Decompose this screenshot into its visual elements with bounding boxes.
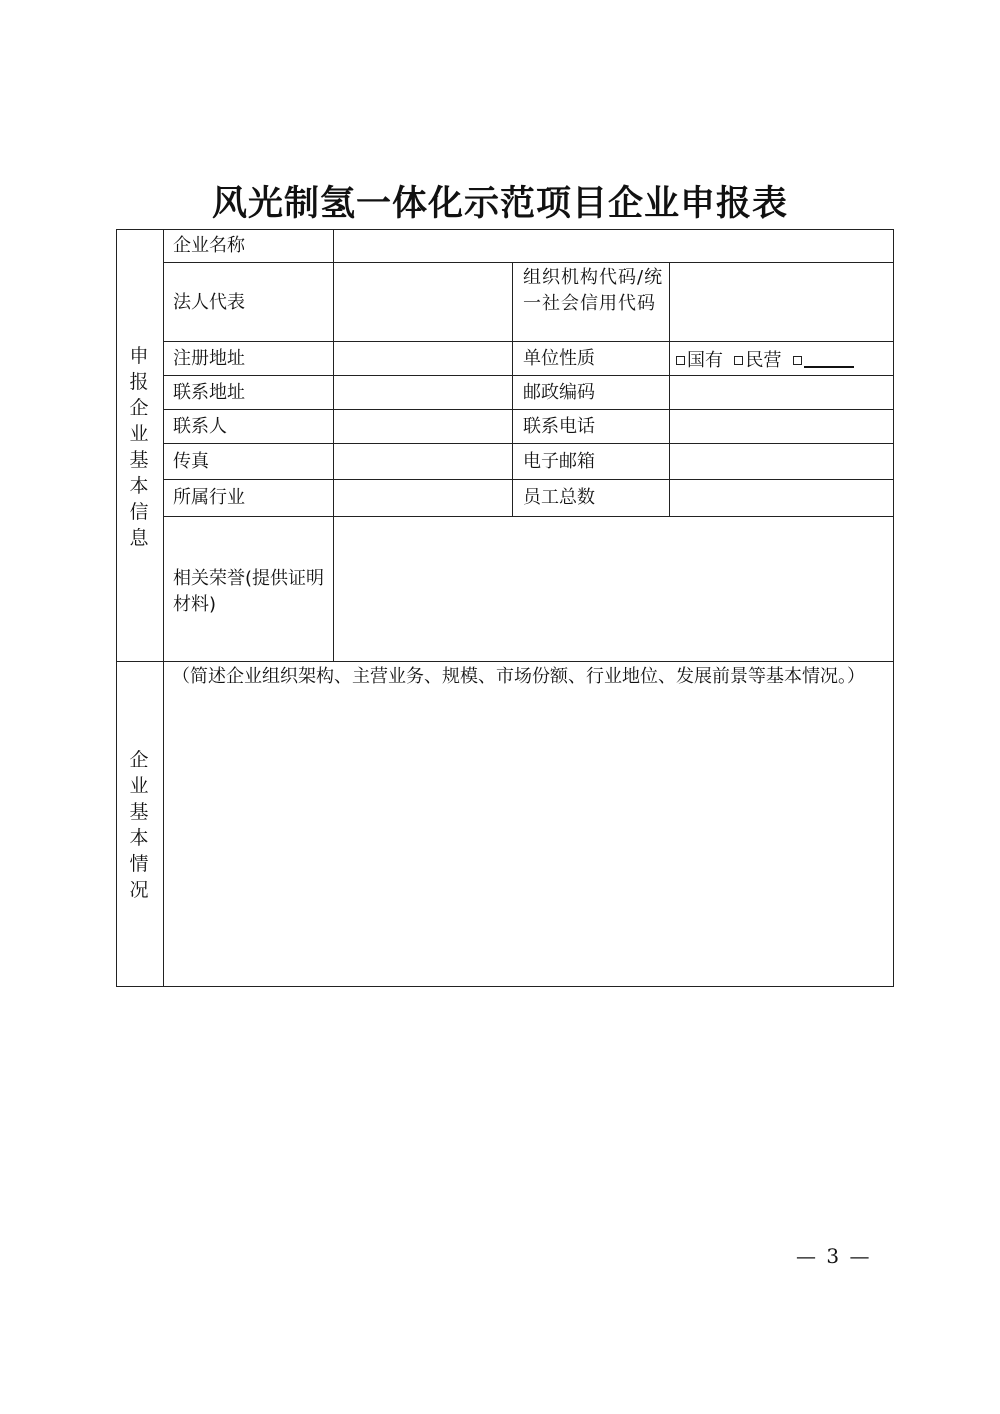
label-contact-person: 联系人 bbox=[173, 416, 227, 437]
checkbox-icon bbox=[793, 356, 802, 365]
other-blank-field[interactable] bbox=[804, 350, 854, 368]
phone-input[interactable] bbox=[670, 410, 893, 443]
label-postal-code: 邮政编码 bbox=[523, 382, 595, 403]
label-phone: 联系电话 bbox=[523, 416, 595, 437]
label-org-code: 组织机构代码/统一社会信用代码 bbox=[523, 267, 664, 314]
section-label-basic-info: 申报企业基本信息 bbox=[129, 345, 149, 549]
unit-nature-options bbox=[676, 348, 892, 374]
label-legal-rep: 法人代表 bbox=[173, 292, 245, 313]
contact-address-input[interactable] bbox=[334, 376, 512, 409]
contact-person-input[interactable] bbox=[334, 410, 512, 443]
checkbox-icon bbox=[676, 356, 685, 365]
page-number: — 3 — bbox=[796, 1244, 872, 1268]
situation-input[interactable] bbox=[164, 716, 893, 986]
org-code-input[interactable] bbox=[670, 263, 893, 341]
email-input[interactable] bbox=[670, 444, 893, 479]
situation-hint: （简述企业组织架构、主营业务、规模、市场份额、行业地位、发展前景等基本情况。） bbox=[172, 666, 865, 687]
fax-input[interactable] bbox=[334, 444, 512, 479]
company-name-input[interactable] bbox=[334, 230, 893, 262]
section-line bbox=[116, 661, 894, 662]
legal-rep-input[interactable] bbox=[334, 263, 512, 341]
label-unit-nature: 单位性质 bbox=[523, 348, 595, 369]
industry-input[interactable] bbox=[334, 480, 512, 516]
option-private[interactable]: 民营 bbox=[734, 350, 781, 371]
label-reg-address: 注册地址 bbox=[173, 348, 245, 369]
employees-input[interactable] bbox=[670, 480, 893, 516]
label-company-name: 企业名称 bbox=[173, 235, 245, 256]
honors-input[interactable] bbox=[334, 517, 893, 661]
section-label-situation: 企业基本情况 bbox=[129, 749, 149, 901]
postal-code-input[interactable] bbox=[670, 376, 893, 409]
label-employees: 员工总数 bbox=[523, 487, 595, 508]
checkbox-icon bbox=[734, 356, 743, 365]
table-border-bottom bbox=[116, 986, 894, 987]
form-title: 风光制氢一体化示范项目企业申报表 bbox=[211, 184, 788, 224]
table-border-right bbox=[893, 229, 894, 987]
label-contact-address: 联系地址 bbox=[173, 382, 245, 403]
label-fax: 传真 bbox=[173, 451, 209, 472]
option-state-owned[interactable]: 国有 bbox=[676, 350, 723, 371]
reg-address-input[interactable] bbox=[334, 342, 512, 375]
label-email: 电子邮箱 bbox=[523, 451, 595, 472]
row-line bbox=[163, 341, 894, 342]
table-border-left bbox=[116, 229, 117, 987]
label-industry: 所属行业 bbox=[173, 487, 245, 508]
label-honors: 相关荣誉(提供证明材料) bbox=[173, 568, 325, 615]
mid-divider bbox=[512, 262, 513, 516]
option-other[interactable] bbox=[793, 350, 854, 371]
